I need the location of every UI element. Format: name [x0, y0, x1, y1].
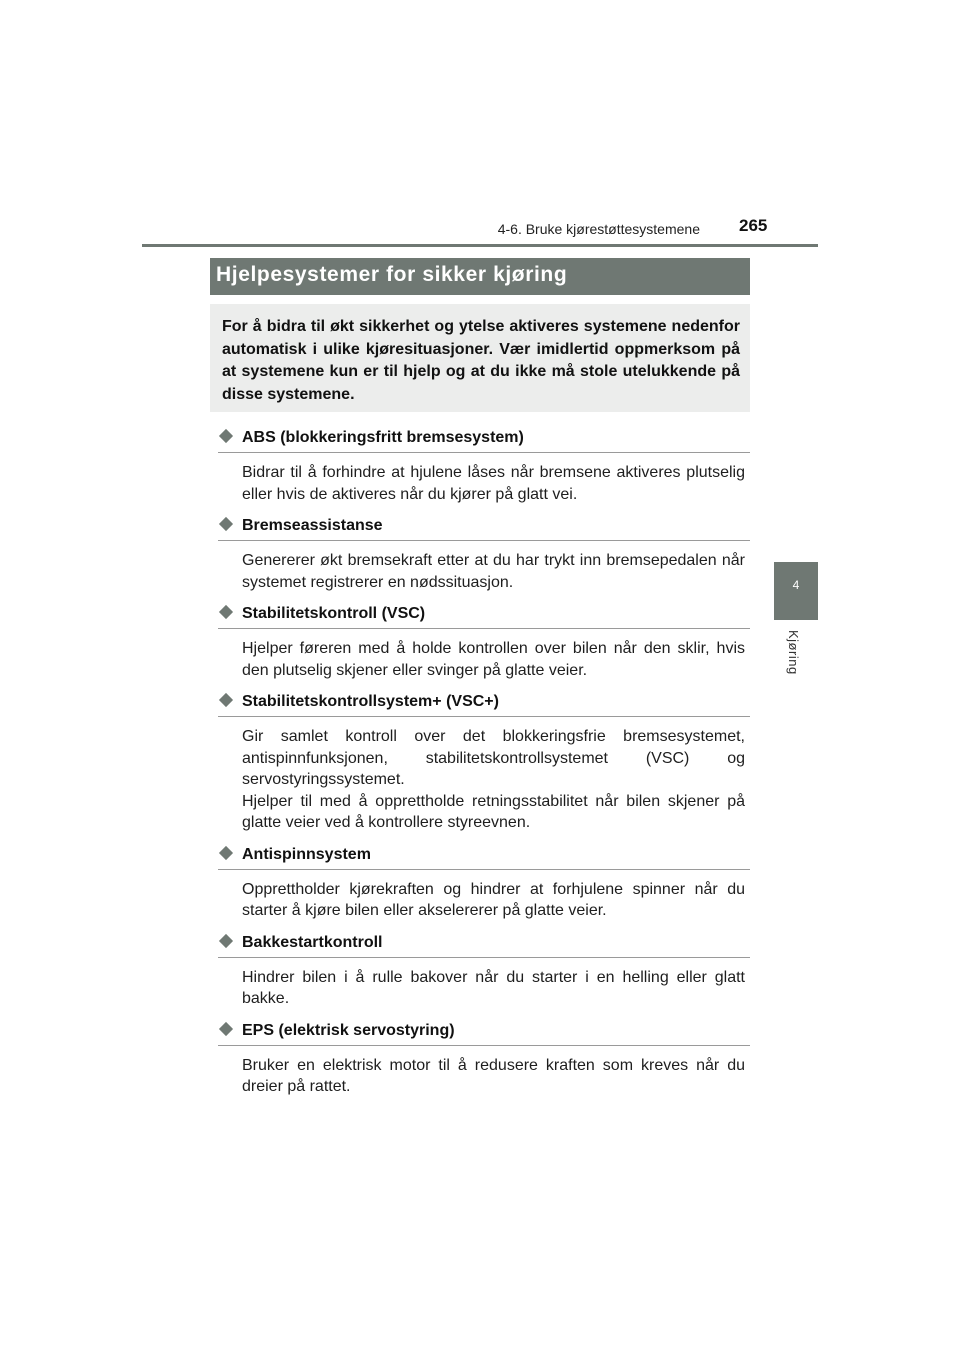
section-title: Bakkestartkontroll — [242, 933, 383, 951]
diamond-bullet-icon — [219, 693, 233, 707]
page-title-bar — [210, 258, 750, 295]
section-eps — [218, 1019, 750, 1098]
section-paragraph: Hjelper føreren med å holde kontrollen over bilen når den sklir, hvis den plutselig skjener eller svinger på glatte veier. — [242, 640, 745, 679]
diamond-bullet-icon — [219, 845, 233, 859]
section-paragraph: Bidrar til å forhindre at hjulene låses når bremsene aktiveres plutselig eller hvis de aktiveres når du kjører på glatt vei. — [242, 464, 745, 503]
chapter-number: 4 — [792, 578, 800, 592]
diamond-bullet-icon — [219, 429, 233, 443]
section-body — [242, 462, 745, 505]
section-heading — [218, 843, 750, 870]
section-title: Bremseassistanse — [242, 517, 383, 534]
section-paragraph: Hjelper til med å opprettholde retningsstabilitet når bilen skjener på glatte veier ved å kontrollere styreevnen. — [242, 792, 745, 831]
section-paragraph: Hindrer bilen i å rulle bakover når du starter i en helling eller glatt bakke. — [242, 968, 745, 1007]
section-body — [242, 550, 745, 593]
section-abs — [218, 426, 750, 505]
section-heading — [218, 1019, 750, 1046]
section-body — [242, 967, 745, 1010]
section-heading — [218, 690, 750, 717]
section-paragraph: Genererer økt bremsekraft etter at du har trykt inn bremsepedalen når systemet registrerer en nødssituasjon. — [242, 552, 745, 591]
page-title: Hjelpesystemer for sikker kjøring — [216, 263, 568, 286]
section-vsc-plus — [218, 690, 750, 834]
section-title: Stabilitetskontroll (VSC) — [242, 605, 426, 622]
running-header-section: 4-6. Bruke kjørestøttesystemene — [497, 221, 700, 237]
chapter-tab — [774, 562, 818, 620]
section-vsc — [218, 602, 750, 681]
section-title: Antispinnsystem — [242, 845, 371, 863]
section-title: Stabilitetskontrollsystem+ (VSC+) — [242, 693, 499, 710]
section-body — [242, 1055, 745, 1098]
intro-box — [210, 304, 750, 412]
section-body — [242, 879, 745, 922]
section-heading — [218, 514, 750, 541]
header-rule — [142, 244, 818, 247]
section-paragraph: Bruker en elektrisk motor til å redusere kraften som kreves når du dreier på rattet. — [242, 1056, 745, 1095]
section-heading — [218, 426, 750, 453]
section-title: EPS (elektrisk servostyring) — [242, 1021, 455, 1039]
diamond-bullet-icon — [219, 605, 233, 619]
diamond-bullet-icon — [219, 517, 233, 531]
section-title: ABS (blokkeringsfritt bremsesystem) — [242, 429, 524, 446]
diamond-bullet-icon — [219, 933, 233, 947]
sections-list — [218, 426, 750, 1107]
section-hill-start — [218, 931, 750, 1010]
section-body — [242, 726, 745, 834]
section-heading — [218, 602, 750, 629]
section-body — [242, 638, 745, 681]
section-traction-control — [218, 843, 750, 922]
section-paragraph: Gir samlet kontroll over det blokkeringsfrie bremsesystemet, antispinnfunksjonen, stabilitetskontrollsystemet (VSC) og servostyringssystemet. — [242, 728, 745, 788]
section-heading — [218, 931, 750, 958]
section-brake-assist — [218, 514, 750, 593]
chapter-label: Kjøring — [786, 630, 801, 675]
section-paragraph: Opprettholder kjørekraften og hindrer at forhjulene spinner når du starter å kjøre bilen eller akselererer på glatte veier. — [242, 880, 745, 919]
diamond-bullet-icon — [219, 1021, 233, 1035]
page-number: 265 — [739, 216, 768, 235]
intro-text: For å bidra til økt sikkerhet og ytelse aktiveres systemene nedenfor automatisk i ulike kjøresituasjoner. Vær imidlertid oppmerksom på at systemene kun er til hjelp og at du ikke må stole utelukkende på disse systemene. — [222, 318, 740, 403]
